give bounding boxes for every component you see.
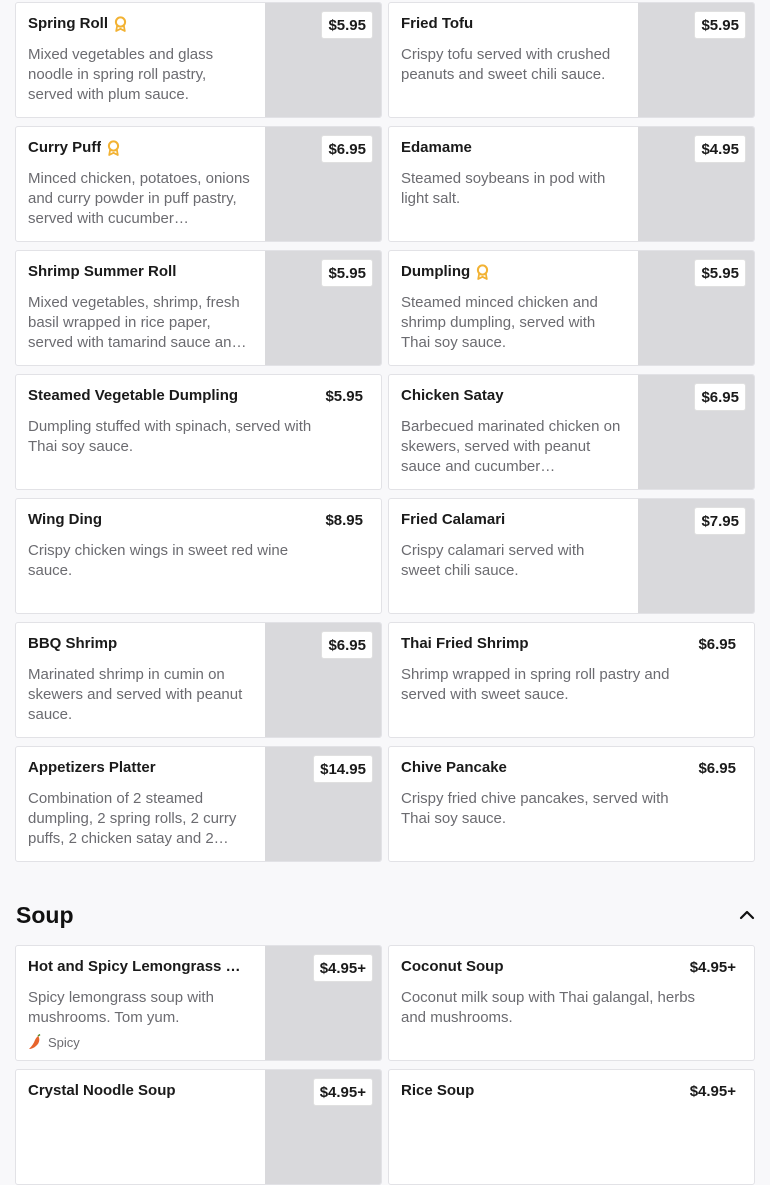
menu-item-description: Crispy tofu served with crushed peanuts and sweet chili sauce. bbox=[401, 46, 611, 83]
menu-item-title bbox=[401, 263, 623, 281]
menu-item-name: Wing Ding bbox=[28, 511, 103, 528]
menu-item-title bbox=[401, 387, 623, 405]
menu-item-title bbox=[28, 263, 250, 281]
menu-item-description: Barbecued marinated chicken on skewers, served with peanut sauce and cucumber… bbox=[401, 418, 621, 475]
menu-item-price: $4.95+ bbox=[689, 959, 736, 976]
menu-item-card[interactable] bbox=[15, 746, 382, 862]
menu-item-description: Shrimp wrapped in spring roll pastry and served with sweet sauce. bbox=[401, 666, 670, 703]
menu-item-description: Mixed vegetables, shrimp, fresh basil wrapped in rice paper, served with tamarind sauce an… bbox=[28, 294, 247, 351]
menu-item-price: $6.95 bbox=[321, 135, 373, 163]
menu-item-price: $5.95 bbox=[321, 11, 373, 39]
menu-item-price: $5.95 bbox=[325, 388, 363, 405]
menu-item-description: Minced chicken, potatoes, onions and curry powder in puff pastry, served with cucumber… bbox=[28, 170, 250, 227]
chevron-up-icon[interactable] bbox=[738, 906, 756, 924]
menu-item-name: Shrimp Summer Roll bbox=[28, 263, 177, 280]
menu-item-price: $4.95+ bbox=[689, 1083, 736, 1100]
menu-item-title bbox=[28, 511, 328, 529]
menu-item-card[interactable] bbox=[15, 945, 382, 1061]
menu-item-title bbox=[401, 15, 623, 33]
menu-item-title bbox=[28, 635, 250, 653]
menu-item-card[interactable] bbox=[388, 1069, 755, 1185]
menu-item-name: Rice Soup bbox=[401, 1082, 475, 1099]
menu-item-title bbox=[28, 139, 250, 157]
menu-item-card[interactable] bbox=[388, 250, 755, 366]
spicy-badge bbox=[28, 1034, 80, 1050]
award-icon bbox=[476, 264, 489, 280]
menu-item-name: Appetizers Platter bbox=[28, 759, 156, 776]
menu-item-name: Crystal Noodle Soup bbox=[28, 1082, 176, 1099]
menu-item-description: Steamed minced chicken and shrimp dumpling, served with Thai soy sauce. bbox=[401, 294, 598, 351]
menu-item-title bbox=[28, 958, 250, 976]
menu-item-card[interactable] bbox=[388, 945, 755, 1061]
menu-item-price: $5.95 bbox=[321, 259, 373, 287]
menu-item-name: Coconut Soup bbox=[401, 958, 504, 975]
menu-item-name: Thai Fried Shrimp bbox=[401, 635, 529, 652]
menu-item-name: Chicken Satay bbox=[401, 387, 504, 404]
menu-item-description: Steamed soybeans in pod with light salt. bbox=[401, 170, 606, 207]
menu-item-name: Chive Pancake bbox=[401, 759, 507, 776]
menu-item-title bbox=[401, 511, 623, 529]
menu-item-card[interactable] bbox=[15, 1069, 382, 1185]
menu-item-title bbox=[28, 1082, 250, 1100]
menu-item-title bbox=[401, 759, 701, 777]
award-icon bbox=[114, 16, 127, 32]
menu-item-price: $5.95 bbox=[694, 259, 746, 287]
menu-item-description: Crispy calamari served with sweet chili sauce. bbox=[401, 542, 585, 579]
menu-item-price: $4.95 bbox=[694, 135, 746, 163]
soup-section-header[interactable] bbox=[16, 898, 756, 932]
spicy-label: Spicy bbox=[48, 1034, 80, 1050]
menu-item-description: Marinated shrimp in cumin on skewers and served with peanut sauce. bbox=[28, 666, 243, 723]
menu-item-description: Dumpling stuffed with spinach, served with Thai soy sauce. bbox=[28, 418, 312, 455]
menu-item-card[interactable] bbox=[15, 250, 382, 366]
menu-item-card[interactable] bbox=[15, 374, 382, 490]
menu-item-name: Steamed Vegetable Dumpling bbox=[28, 387, 239, 404]
menu-item-title bbox=[28, 387, 328, 405]
appetizers-grid bbox=[15, 2, 755, 862]
menu-item-price: $6.95 bbox=[321, 631, 373, 659]
award-icon bbox=[107, 140, 120, 156]
menu-item-price: $6.95 bbox=[698, 760, 736, 777]
menu-item-description: Coconut milk soup with Thai galangal, herbs and mushrooms. bbox=[401, 989, 696, 1026]
menu-item-card[interactable] bbox=[388, 498, 755, 614]
menu-item-description: Crispy fried chive pancakes, served with Thai soy sauce. bbox=[401, 790, 669, 827]
menu-item-price: $8.95 bbox=[325, 512, 363, 529]
menu-item-name: Curry Puff bbox=[28, 139, 102, 156]
menu-item-name: Fried Calamari bbox=[401, 511, 506, 528]
menu-item-title bbox=[401, 635, 701, 653]
menu-item-card[interactable] bbox=[15, 2, 382, 118]
menu-item-description: Spicy lemongrass soup with mushrooms. Tom yum. bbox=[28, 989, 214, 1026]
menu-item-price: $4.95+ bbox=[313, 1078, 373, 1106]
menu-item-price: $14.95 bbox=[313, 755, 373, 783]
menu-item-title bbox=[28, 15, 250, 33]
menu-item-description: Combination of 2 steamed dumpling, 2 spring rolls, 2 curry puffs, 2 chicken satay and 2… bbox=[28, 790, 237, 847]
menu-item-title bbox=[28, 759, 250, 777]
menu-item-name: Hot and Spicy Lemongrass … bbox=[28, 958, 241, 975]
soup-grid bbox=[15, 945, 755, 1185]
menu-item-price: $6.95 bbox=[694, 383, 746, 411]
menu-item-name: BBQ Shrimp bbox=[28, 635, 118, 652]
menu-item-name: Dumpling bbox=[401, 263, 471, 280]
menu-item-price: $7.95 bbox=[694, 507, 746, 535]
menu-item-card[interactable] bbox=[15, 126, 382, 242]
menu-item-card[interactable] bbox=[388, 746, 755, 862]
menu-item-title bbox=[401, 1082, 701, 1100]
menu-item-card[interactable] bbox=[388, 622, 755, 738]
menu-item-name: Fried Tofu bbox=[401, 15, 474, 32]
menu-item-card[interactable] bbox=[388, 2, 755, 118]
menu-item-card[interactable] bbox=[15, 498, 382, 614]
menu-item-card[interactable] bbox=[15, 622, 382, 738]
menu-item-price: $4.95+ bbox=[313, 954, 373, 982]
menu-item-card[interactable] bbox=[388, 374, 755, 490]
menu-item-card[interactable] bbox=[388, 126, 755, 242]
menu-item-description: Mixed vegetables and glass noodle in spring roll pastry, served with plum sauce. bbox=[28, 46, 214, 103]
menu-item-description: Crispy chicken wings in sweet red wine sauce. bbox=[28, 542, 289, 579]
chili-pepper-icon bbox=[28, 1034, 42, 1050]
section-title: Soup bbox=[16, 901, 74, 928]
menu-item-title bbox=[401, 958, 701, 976]
menu-item-name: Edamame bbox=[401, 139, 472, 156]
menu-item-title bbox=[401, 139, 623, 157]
menu-item-price: $6.95 bbox=[698, 636, 736, 653]
menu-item-name: Spring Roll bbox=[28, 15, 108, 32]
menu-item-price: $5.95 bbox=[694, 11, 746, 39]
